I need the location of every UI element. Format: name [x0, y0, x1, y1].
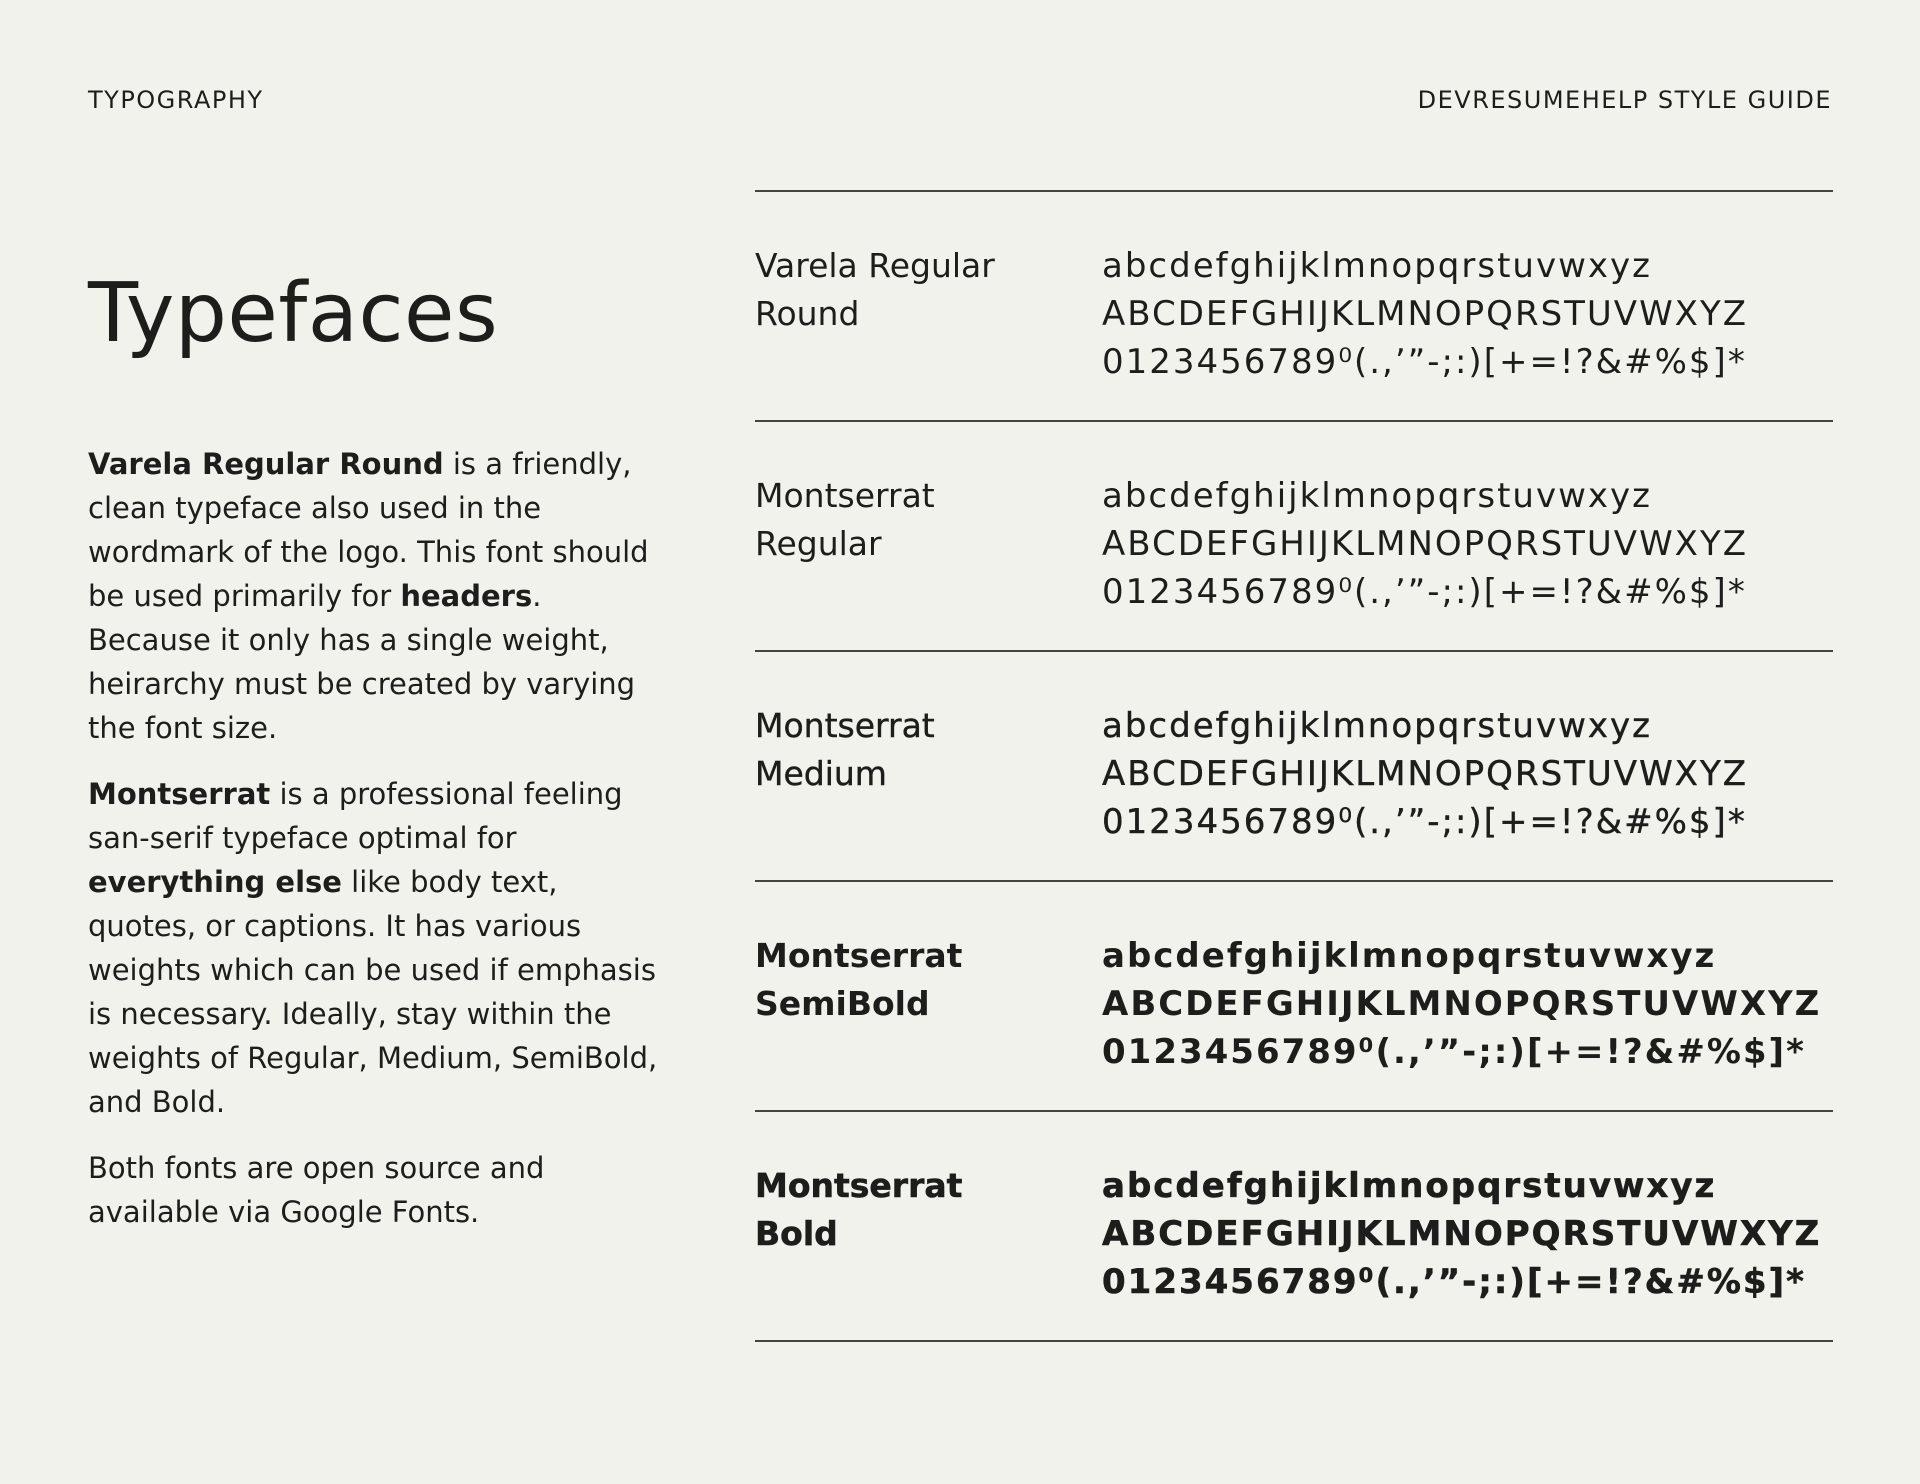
numerals-symbols-sample: 0123456789⁰(.,’”-;:)[+=!?&#%$]*: [1102, 1032, 1806, 1072]
intro-paragraph: [88, 1146, 663, 1234]
typeface-name-line: Montserrat: [755, 476, 935, 515]
typeface-name-line: Round: [755, 294, 860, 333]
typeface-name-line: Varela Regular: [755, 246, 995, 285]
emphasis-text: Varela Regular Round: [88, 447, 444, 481]
typeface-name-line: Montserrat: [755, 936, 963, 975]
paragraph-text: is a professional feeling san-serif typeface optimal for: [88, 777, 623, 855]
page-header: [88, 88, 1832, 112]
typeface-row-montserrat-bold: [755, 1110, 1833, 1340]
intro-paragraph: [88, 442, 663, 750]
emphasis-text: headers: [400, 579, 533, 613]
typeface-name: [755, 472, 1102, 568]
character-set-sample: [1102, 702, 1833, 846]
typeface-name: [755, 932, 1102, 1028]
emphasis-text: Montserrat: [88, 777, 271, 811]
lowercase-sample: abcdefghijklmnopqrstuvwxyz: [1102, 476, 1652, 516]
lowercase-sample: abcdefghijklmnopqrstuvwxyz: [1102, 1166, 1717, 1206]
typeface-name: [755, 1162, 1102, 1258]
numerals-symbols-sample: 0123456789⁰(.,’”-;:)[+=!?&#%$]*: [1102, 802, 1747, 842]
header-guide-label: DEVRESUMEHELP STYLE GUIDE: [1417, 86, 1832, 114]
typeface-specimen-list: [755, 190, 1833, 1342]
intro-paragraphs: [88, 442, 663, 1234]
header-section-label: TYPOGRAPHY: [88, 86, 264, 114]
typeface-row-montserrat-semibold: [755, 880, 1833, 1110]
paragraph-text: Both fonts are open source and available via Google Fonts.: [88, 1151, 545, 1229]
typeface-name-line: Montserrat: [755, 706, 935, 745]
page-title: Typefaces: [88, 266, 499, 361]
intro-column: [88, 264, 663, 1256]
character-set-sample: [1102, 932, 1833, 1076]
typeface-name: [755, 702, 1102, 798]
typeface-name-line: Medium: [755, 754, 887, 793]
uppercase-sample: ABCDEFGHIJKLMNOPQRSTUVWXYZ: [1102, 294, 1749, 334]
uppercase-sample: ABCDEFGHIJKLMNOPQRSTUVWXYZ: [1102, 524, 1749, 564]
numerals-symbols-sample: 0123456789⁰(.,’”-;:)[+=!?&#%$]*: [1102, 342, 1747, 382]
typeface-name-line: SemiBold: [755, 984, 930, 1023]
typeface-row-varela-regular-round: [755, 190, 1833, 420]
typeface-name-line: Regular: [755, 524, 882, 563]
lowercase-sample: abcdefghijklmnopqrstuvwxyz: [1102, 936, 1717, 976]
uppercase-sample: ABCDEFGHIJKLMNOPQRSTUVWXYZ: [1102, 984, 1822, 1024]
typeface-name-line: Montserrat: [755, 1166, 963, 1205]
typeface-row-montserrat-regular: [755, 420, 1833, 650]
emphasis-text: everything else: [88, 865, 342, 899]
uppercase-sample: ABCDEFGHIJKLMNOPQRSTUVWXYZ: [1102, 1214, 1822, 1254]
typeface-row-montserrat-medium: [755, 650, 1833, 880]
intro-paragraph: [88, 772, 663, 1124]
character-set-sample: [1102, 472, 1833, 616]
paragraph-text: like body text, quotes, or captions. It has various weights which can be used if emphasis is necessary. Ideally, stay within the weights of Regular, Medium, SemiBold, and Bold.: [88, 865, 658, 1119]
character-set-sample: [1102, 1162, 1833, 1306]
numerals-symbols-sample: 0123456789⁰(.,’”-;:)[+=!?&#%$]*: [1102, 1262, 1806, 1302]
lowercase-sample: abcdefghijklmnopqrstuvwxyz: [1102, 706, 1652, 746]
lowercase-sample: abcdefghijklmnopqrstuvwxyz: [1102, 246, 1652, 286]
paragraph-text: is a friendly, clean typeface also used in the wordmark of the logo. This font should be used primarily for: [88, 447, 649, 613]
typeface-name: [755, 242, 1102, 338]
numerals-symbols-sample: 0123456789⁰(.,’”-;:)[+=!?&#%$]*: [1102, 572, 1747, 612]
uppercase-sample: ABCDEFGHIJKLMNOPQRSTUVWXYZ: [1102, 754, 1749, 794]
paragraph-text: . Because it only has a single weight, heirarchy must be created by varying the font size.: [88, 579, 636, 745]
character-set-sample: [1102, 242, 1833, 386]
typeface-name-line: Bold: [755, 1214, 838, 1253]
